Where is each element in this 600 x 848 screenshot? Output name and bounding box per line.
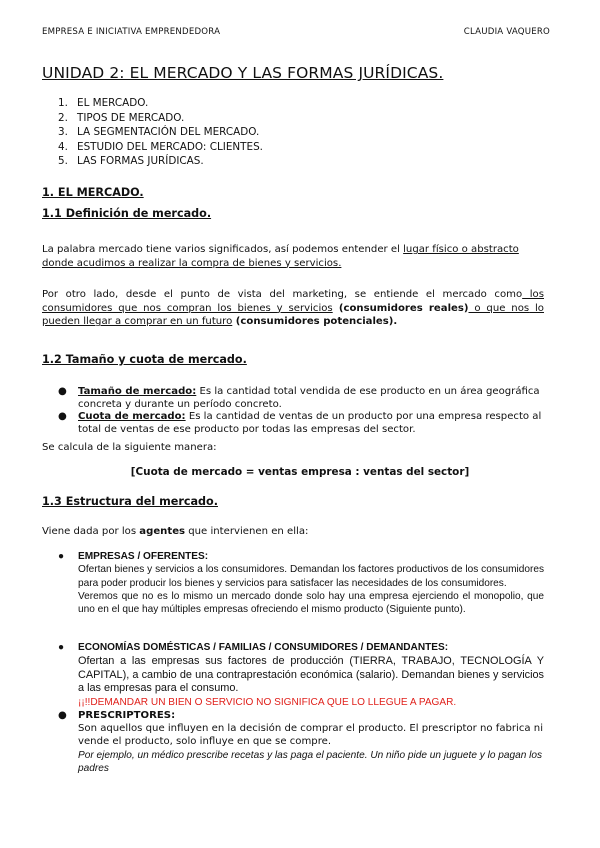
- bullet-icon: ●: [58, 710, 67, 721]
- toc-item: 1. EL MERCADO.: [58, 97, 149, 109]
- toc-item: 3. LA SEGMENTACIÓN DEL MERCADO.: [58, 126, 260, 139]
- bullet-icon: ●: [58, 642, 65, 653]
- list-item-tamano: ● Tamaño de mercado: Es la cantidad total vendida de ese producto en un área geográfica concreta y durante un período concreto.: [58, 386, 540, 411]
- paragraph-agentes: Viene dada por los agentes que intervienen en ella:: [42, 526, 309, 537]
- header-author: CLAUDIA VAQUERO: [463, 27, 550, 37]
- table-of-contents: [58, 96, 263, 169]
- bullet-icon: ●: [58, 551, 65, 562]
- subsection-heading-tamano: 1.2 Tamaño y cuota de mercado.: [42, 353, 247, 366]
- list-item-cuota: ● Cuota de mercado: Es la cantidad de ventas de un producto por una empresa respecto al total de ventas de ese producto por todas las empresas del sector.: [58, 411, 542, 436]
- toc-item: 2. TIPOS DE MERCADO.: [58, 111, 185, 124]
- paragraph-definicion: La palabra mercado tiene varios significados, así podemos entender el lugar físico o abstracto donde acudimos a realizar la compra de bienes y servicios.: [42, 244, 519, 269]
- calc-intro: Se calcula de la siguiente manera:: [42, 442, 217, 453]
- bullet-icon: ●: [58, 386, 67, 397]
- warning-text: ¡¡!!DEMANDAR UN BIEN O SERVICIO NO SIGNIFICA QUE LO LLEGUE A PAGAR.: [78, 697, 457, 709]
- paragraph-marketing: Por otro lado, desde el punto de vista del marketing, se entiende el mercado como los consumidores que nos compran los bienes y servicios (consumidores reales) o que nos lo pueden llegar a comprar en un futuro (consumidores potenciales).: [42, 289, 544, 328]
- list-item-economias: ● ECONOMÍAS DOMÉSTICAS / FAMILIAS / CONSUMIDORES / DEMANDANTES: Ofertan a las empresas sus factores de producción (TIERRA, TRABAJO, TECNOLOGÍA Y CAPITAL), a cambio de una contraprestación económica (salario). Demandan bienes y servicios a las empresas para el consumo. ¡¡!!DEMANDAR UN BIEN O SERVICIO NO SIGNIFICA QUE LO LLEGUE A PAGAR.: [58, 642, 544, 709]
- toc-item: 4. ESTUDIO DEL MERCADO: CLIENTES.: [58, 140, 263, 153]
- bullet-icon: ●: [58, 411, 67, 422]
- list-item-empresas: ● EMPRESAS / OFERENTES: Ofertan bienes y servicios a los consumidores. Demandan los factores productivos de los consumidores para poder producir los bienes y servicios para satisfacer las necesidades de los consumidores. Veremos que no es lo mismo un mercado donde solo hay una empresa ejerciendo el monopolio, que uno en el que hay múltiples empresas ofreciendo el mismo producto (Siguiente punto).: [58, 551, 544, 616]
- formula-cuota: [Cuota de mercado = ventas empresa : ventas del sector]: [130, 466, 470, 478]
- toc-item: 5. LAS FORMAS JURÍDICAS.: [58, 155, 204, 168]
- page-header: [42, 27, 550, 37]
- section-heading-mercado: 1. EL MERCADO.: [42, 186, 144, 199]
- page-title: UNIDAD 2: EL MERCADO Y LAS FORMAS JURÍDICAS.: [42, 64, 444, 82]
- subsection-heading-estructura: 1.3 Estructura del mercado.: [42, 495, 218, 508]
- subsection-heading-definicion: 1.1 Definición de mercado.: [42, 207, 212, 220]
- list-item-prescriptores: ● PRESCRIPTORES: Son aquellos que influyen en la decisión de comprar el producto. El prescriptor no fabrica ni vende el producto, solo influye en que se compre. Por ejemplo, un médico prescribe recetas y las paga el paciente. Un niño pide un juguete y lo pagan los padres: [58, 710, 544, 774]
- header-subject: EMPRESA E INICIATIVA EMPRENDEDORA: [42, 27, 221, 37]
